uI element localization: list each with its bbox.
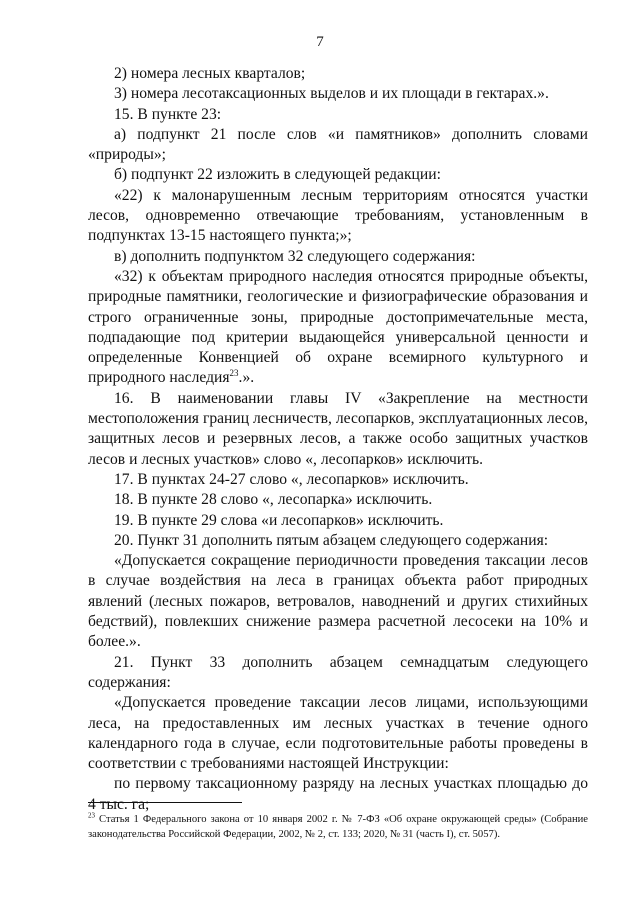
paragraph: 20. Пункт 31 дополнить пятым абзацем следующего содержания: [114,531,549,549]
paragraph: 16. В наименовании главы IV «Закрепление на местности местоположения границ лесничеств, лесопарков, эксплуатационных лесов, защитных лесов и резервных лесов, а также особо защитных участков лесов и лесных участков» слово «, лесопарков» исключить. [88,389,588,468]
footnote-marker: 23 [88,811,95,820]
document-body [88,64,588,815]
footnote [88,812,588,842]
paragraph: «22) к малонарушенным лесным территориям относятся участки лесов, одновременно отвечающие требованиям, установленным в подпунктах 13-15 настоящего пункта;»; [88,186,588,245]
paragraph: 3) номера лесотаксационных выделов и их площади в гектарах.». [114,85,549,103]
paragraph: 21. Пункт 33 дополнить абзацем семнадцатым следующего содержания: [88,653,588,691]
paragraph: а) подпункт 21 после слов «и памятников» дополнить словами «природы»; [88,125,588,164]
paragraph: в) дополнить подпунктом 32 следующего содержания: [114,247,476,265]
paragraph: 2) номера лесных кварталов; [114,65,306,82]
paragraph: 17. В пунктах 24-27 слово «, лесопарков» исключить. [114,470,469,488]
footnote-text: Статья 1 Федерального закона от 10 января 2002 г. № 7-ФЗ «Об охране окружающей среды» (Собрание законодательства Российской Федерации, 2002, № 2, ст. 133; 2020, № 31 (часть I), ст. 5057). [88,814,588,840]
paragraph-tail: .». [238,369,255,387]
paragraph: 15. В пункте 23: [114,105,222,123]
paragraph-text: «32) к объектам природного наследия относятся природные объекты, природные памятники, геологические и физиографические образования и строго ограниченные зоны, природные достопримечательные места, подпадающие под критерии выдающейся универсальной ценности и определенные Конвенцией об охране всемирного культурного и природного наследия [88,267,588,387]
paragraph-with-footnote [88,267,588,389]
paragraph: 18. В пункте 28 слово «, лесопарка» исключить. [114,491,433,509]
footnote-reference[interactable]: 23 [229,368,239,379]
footnote-divider [88,802,242,803]
paragraph: «Допускается сокращение периодичности проведения таксации лесов в случае воздействия на леса в границах объекта работ природных явлений (лесных пожаров, ветровалов, наводнений и других стихийных бедствий), повлекших снижение размера расчетной лесосеки на 10% и более.». [88,552,588,651]
paragraph: 19. В пункте 29 слова «и лесопарков» исключить. [114,511,444,529]
paragraph: «Допускается проведение таксации лесов лицами, использующими леса, на предоставленных им лесных участках в течение одного календарного года в случае, если подготовительные работы проведены в соответствии с требованиями настоящей Инструкции: [88,694,588,773]
page-number: 7 [316,34,324,50]
paragraph: по первому таксационному разряду на лесных участках площадью до 4 тыс. га; [88,775,588,813]
paragraph: б) подпункт 22 изложить в следующей редакции: [114,166,441,184]
